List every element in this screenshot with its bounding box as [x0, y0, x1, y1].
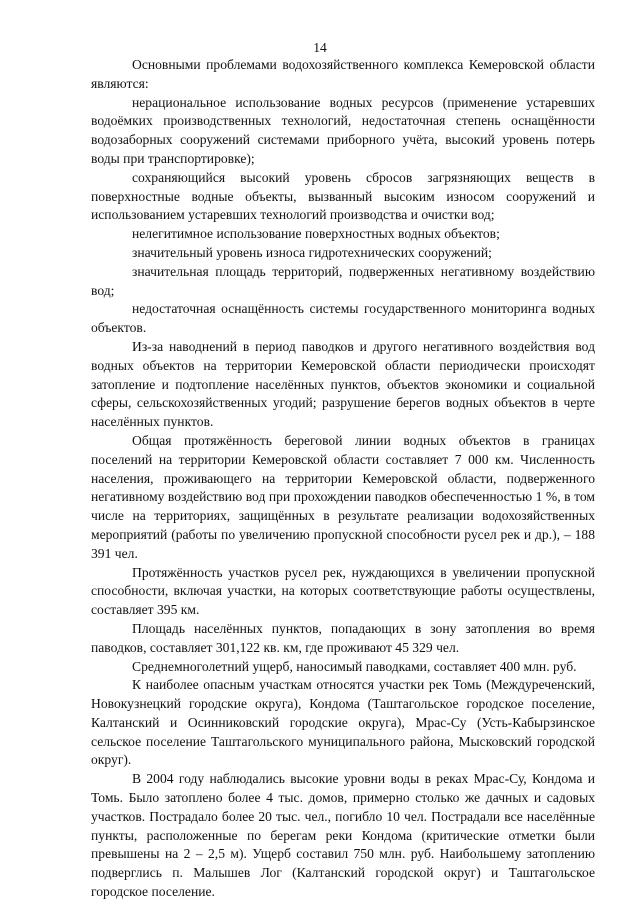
paragraph-problem-monitoring: недостаточная оснащённость системы государственного мониторинга водных объектов.	[91, 301, 595, 336]
paragraph-problem-pollution: сохраняющийся высокий уровень сбросов загрязняющих веществ в поверхностные водные объекты, вызванный высоким износом сооружений и использованием устаревших технологий производства и очистки вод;	[91, 169, 595, 223]
paragraph-shoreline: Общая протяжённость береговой линии водных объектов в границах поселений на территории Кемеровской области составляет 7 000 км. Численность населения, проживающего на территории Кемеровской области, подверженного негативному воздействию вод при прохождении паводков обеспеченностью 1 %, в том числе на территориях, защищённых в результате реализации водохозяйственных мероприятий (работы по увеличению пропускной способности русел рек и др.), – 188 391 чел.	[91, 432, 595, 561]
paragraph-problem-area: значительная площадь территорий, подверженных негативному воздействию вод;	[91, 263, 595, 298]
paragraph-problem-wear: значительный уровень износа гидротехнических сооружений;	[132, 244, 492, 260]
paragraph-intro: Основными проблемами водохозяйственного комплекса Кемеровской области являются:	[91, 57, 595, 91]
paragraph-dangerous-sections: К наиболее опасным участкам относятся участки рек Томь (Междуреченский, Новокузнецкий городские округа), Кондома (Таштагольское городское поселение, Калтанский и Осинниковский городские округа), Мрас-Су (Усть-Кабырзинское сельское поселение Таштагольского муниципального района, Мысковский городской округ).	[91, 677, 595, 768]
paragraph-riverbeds: Протяжённость участков русел рек, нуждающихся в увеличении пропускной способности, включая участки, на которых соответствующие работы осуществлены, составляет 395 км.	[91, 564, 595, 618]
paragraph-flood-area: Площадь населённых пунктов, попадающих в зону затопления во время паводков, составляет 301,122 кв. км, где проживают 45 329 чел.	[91, 620, 595, 655]
paragraph-problem-illegitimate-use: нелегитимное использование поверхностных водных объектов;	[132, 226, 500, 242]
page-number: 14	[313, 40, 327, 55]
paragraph-floods: Из-за наводнений в период паводков и другого негативного воздействия вод водных объектов на территории Кемеровской области периодически происходят затопление и подтопление населённых пунктов, объектов экономики и социальной сферы, сельскохозяйственных угодий; разрушение берегов водных объектов в черте населённых пунктов.	[91, 338, 595, 430]
paragraph-problem-irrational-use: нерациональное использование водных ресурсов (применение устаревших водоёмких производственных технологий, недостаточная степень оснащённости водозаборных сооружений системами приборного учёта, высокий уровень потерь воды при транспортировке);	[91, 94, 595, 166]
paragraph-damage: Среднемноголетний ущерб, наносимый паводками, составляет 400 млн. руб.	[132, 658, 577, 674]
document-body	[91, 56, 595, 902]
paragraph-2004-flood: В 2004 году наблюдались высокие уровни воды в реках Мрас-Су, Кондома и Томь. Было затоплено более 4 тыс. домов, примерно столько же дачных и садовых участков. Пострадало более 20 тыс. чел., погибло 10 чел. Пострадали все населённые пункты, расположенные по берегам реки Кондома (критические отметки были превышены на 2 – 2,5 м). Ущерб составил 750 млн. руб. Наибольшему затоплению подверглись п. Малышев Лог (Калтанский городской округ) и Таштагольское городское поселение.	[91, 771, 595, 900]
